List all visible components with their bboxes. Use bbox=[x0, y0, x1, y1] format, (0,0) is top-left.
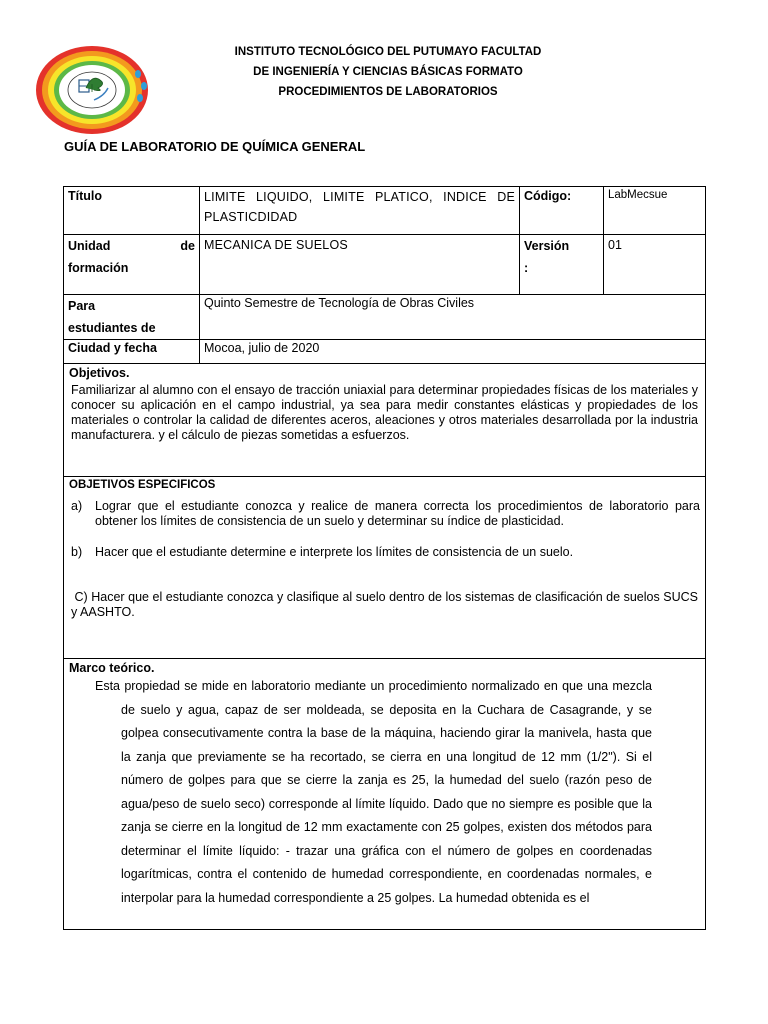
table-row bbox=[64, 235, 706, 295]
para-label-line-2: estudiantes de bbox=[68, 321, 156, 335]
table-row bbox=[64, 477, 706, 659]
table-row bbox=[64, 659, 706, 930]
list-item: C) Hacer que el estudiante conozca y clasifique al suelo dentro de los sistemas de clasificación de suelos SUCS y AASHTO. bbox=[71, 590, 702, 619]
marco-section bbox=[64, 659, 706, 930]
table-row bbox=[64, 187, 706, 235]
unidad-label bbox=[64, 235, 200, 295]
version-label-text: Versión bbox=[524, 239, 570, 253]
titulo-label: Título bbox=[64, 187, 200, 235]
list-item bbox=[69, 499, 700, 529]
para-label bbox=[64, 295, 200, 340]
marco-title: Marco teórico. bbox=[69, 661, 155, 675]
list-item bbox=[69, 545, 700, 560]
para-label-line-1: Para bbox=[68, 299, 96, 313]
list-marker: b) bbox=[71, 545, 83, 559]
institution-header bbox=[160, 42, 616, 102]
list-item-text: Hacer que el estudiante determine e interprete los límites de consistencia de un suelo. bbox=[95, 545, 574, 559]
header-line-1: INSTITUTO TECNOLÓGICO DEL PUTUMAYO FACULTAD bbox=[234, 46, 542, 58]
codigo-value: LabMecsue bbox=[604, 187, 706, 235]
objetivos-text: Familiarizar al alumno con el ensayo de tracción uniaxial para determinar propiedades físicas de los materiales y conocer su aplicación en el campo industrial, ya sea para medir constantes elásticas y propiedades de los materiales o controlar la calidad de diferentes aceros, aleaciones y otros materiales desarrollada por la industria manufacturera. y el cálculo de piezas sometidas a esfuerzos. bbox=[71, 383, 698, 442]
ciudad-value: Mocoa, julio de 2020 bbox=[200, 340, 706, 364]
version-label-colon: : bbox=[524, 261, 529, 275]
para-value: Quinto Semestre de Tecnología de Obras Civiles bbox=[200, 295, 706, 340]
version-value: 01 bbox=[604, 235, 706, 295]
list-marker: a) bbox=[71, 499, 83, 513]
institution-logo bbox=[34, 44, 154, 136]
codigo-label: Código: bbox=[520, 187, 604, 235]
titulo-value: LIMITE LIQUIDO, LIMITE PLATICO, INDICE DE PLASTICDIDAD bbox=[200, 187, 520, 235]
header-line-3: PROCEDIMIENTOS DE LABORATORIOS bbox=[278, 86, 498, 98]
guide-title: GUÍA DE LABORATORIO DE QUÍMICA GENERAL bbox=[64, 139, 366, 154]
especificos-title: OBJETIVOS ESPECIFICOS bbox=[69, 479, 216, 491]
unidad-value: MECANICA DE SUELOS bbox=[200, 235, 520, 295]
objetivos-section bbox=[64, 364, 706, 477]
unidad-label-word-1: Unidad bbox=[68, 239, 111, 253]
marco-text: Esta propiedad se mide en laboratorio mediante un procedimiento normalizado en que una mezcla de suelo y agua, capaz de ser moldeada, se deposita en la Cuchara de Casagrande, y se golpea consecutivamente contra la base de la máquina, haciendo girar la manivela, hasta que la zanja que previamente se ha recortado, se cierra en una longitud de 12 mm (1/2"). Si el número de golpes para que se cierre la zanja es 25, la humedad del suelo (razón peso de agua/peso de suelo seco) corresponde al límite líquido. Dado que no siempre es posible que la zanja se cierre en la longitud de 12 mm exactamente con 25 golpes, existen dos métodos para determinar el límite líquido: - trazar una gráfica con el número de golpes en coordenadas logarítmicas, contra el contenido de humedad correspondiente, en coordenadas normales, e interpolar para la humedad correspondiente a 25 golpes. La humedad obtenida es el bbox=[95, 679, 652, 905]
version-label bbox=[520, 235, 604, 295]
especificos-section bbox=[64, 477, 706, 659]
unidad-label-word-2: de bbox=[180, 239, 195, 253]
list-item-text: Lograr que el estudiante conozca y realice de manera correcta los procedimientos de laboratorio para obtener los límites de consistencia de un suelo y determinar su índice de plasticidad. bbox=[95, 499, 700, 528]
table-row bbox=[64, 340, 706, 364]
table-row bbox=[64, 295, 706, 340]
ciudad-label: Ciudad y fecha bbox=[64, 340, 200, 364]
table-row bbox=[64, 364, 706, 477]
objetivos-title: Objetivos. bbox=[69, 366, 130, 380]
info-table bbox=[63, 186, 706, 930]
header-line-2: DE INGENIERÍA Y CIENCIAS BÁSICAS FORMATO bbox=[253, 66, 523, 78]
unidad-label-word-3: formación bbox=[68, 261, 129, 275]
